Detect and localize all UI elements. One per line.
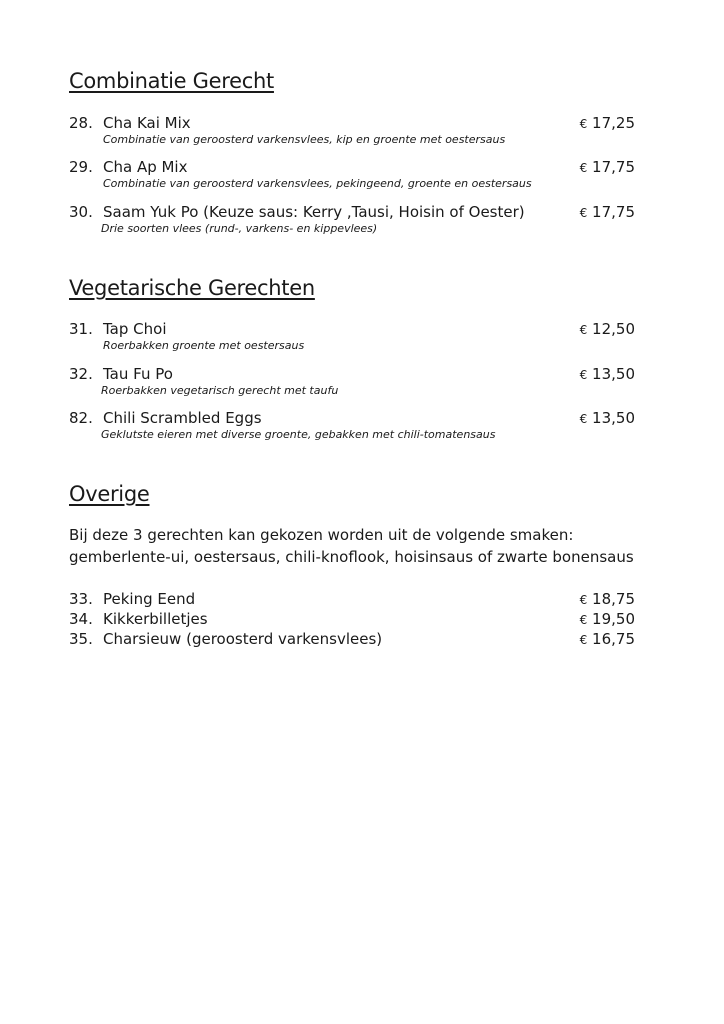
section-intro-line-2: gemberlente-ui, oestersaus, chili-knoflook, hoisinsaus of zwarte bonensaus <box>69 548 634 566</box>
item-description: Combinatie van geroosterd varkensvlees, pekingeend, groente en oestersaus <box>103 177 532 190</box>
menu-item <box>69 202 635 235</box>
item-name: Tau Fu Po <box>103 365 173 383</box>
item-price <box>580 629 635 650</box>
item-name: Cha Kai Mix <box>103 114 191 132</box>
item-price <box>580 157 635 178</box>
currency-symbol: € <box>579 117 588 131</box>
item-price <box>580 113 635 134</box>
price-value: 17,75 <box>592 203 635 221</box>
item-name: Chili Scrambled Eggs <box>103 409 262 427</box>
item-number: 30. <box>69 203 93 221</box>
price-value: 17,75 <box>592 158 635 176</box>
item-number: 35. <box>69 630 93 648</box>
price-value: 16,75 <box>592 630 635 648</box>
currency-symbol: € <box>579 633 588 647</box>
item-number: 32. <box>69 365 93 383</box>
item-name: Cha Ap Mix <box>103 158 188 176</box>
item-description: Roerbakken vegetarisch gerecht met taufu <box>101 384 339 397</box>
item-number: 29. <box>69 158 93 176</box>
item-name: Peking Eend <box>103 590 196 608</box>
item-description: Drie soorten vlees (rund-, varkens- en kippevlees) <box>101 222 378 235</box>
item-name: Kikkerbilletjes <box>103 610 208 628</box>
section-title-vegetarisch: Vegetarische Gerechten <box>69 276 315 300</box>
item-number: 33. <box>69 590 93 608</box>
currency-symbol: € <box>579 613 588 627</box>
item-number: 31. <box>69 320 93 338</box>
menu-item <box>69 629 635 649</box>
menu-item <box>69 408 635 441</box>
item-name: Saam Yuk Po (Keuze saus: Kerry ,Tausi, Hoisin of Oester) <box>103 203 525 221</box>
menu-item <box>69 113 635 146</box>
price-value: 13,50 <box>592 409 635 427</box>
item-number: 28. <box>69 114 93 132</box>
menu-item <box>69 589 635 609</box>
item-price <box>580 319 635 340</box>
section-intro-line-1: Bij deze 3 gerechten kan gekozen worden uit de volgende smaken: <box>69 526 574 544</box>
item-name: Charsieuw (geroosterd varkensvlees) <box>103 630 383 648</box>
currency-symbol: € <box>579 323 588 337</box>
item-description: Combinatie van geroosterd varkensvlees, kip en groente met oestersaus <box>103 133 506 146</box>
section-title-combinatie: Combinatie Gerecht <box>69 69 274 93</box>
menu-item <box>69 157 635 190</box>
price-value: 17,25 <box>592 114 635 132</box>
item-price <box>580 408 635 429</box>
currency-symbol: € <box>579 368 588 382</box>
menu-item <box>69 364 635 397</box>
currency-symbol: € <box>579 593 588 607</box>
item-price <box>580 609 635 630</box>
item-number: 82. <box>69 409 93 427</box>
currency-symbol: € <box>579 206 588 220</box>
item-description: Geklutste eieren met diverse groente, gebakken met chili-tomatensaus <box>101 428 496 441</box>
menu-item <box>69 319 635 352</box>
price-value: 19,50 <box>592 610 635 628</box>
currency-symbol: € <box>579 412 588 426</box>
price-value: 12,50 <box>592 320 635 338</box>
price-value: 18,75 <box>592 590 635 608</box>
menu-item <box>69 609 635 629</box>
item-price <box>580 202 635 223</box>
section-title-overige: Overige <box>69 482 150 506</box>
item-name: Tap Choi <box>103 320 167 338</box>
item-price <box>580 364 635 385</box>
item-price <box>580 589 635 610</box>
currency-symbol: € <box>579 161 588 175</box>
item-description: Roerbakken groente met oestersaus <box>103 339 305 352</box>
item-number: 34. <box>69 610 93 628</box>
price-value: 13,50 <box>592 365 635 383</box>
